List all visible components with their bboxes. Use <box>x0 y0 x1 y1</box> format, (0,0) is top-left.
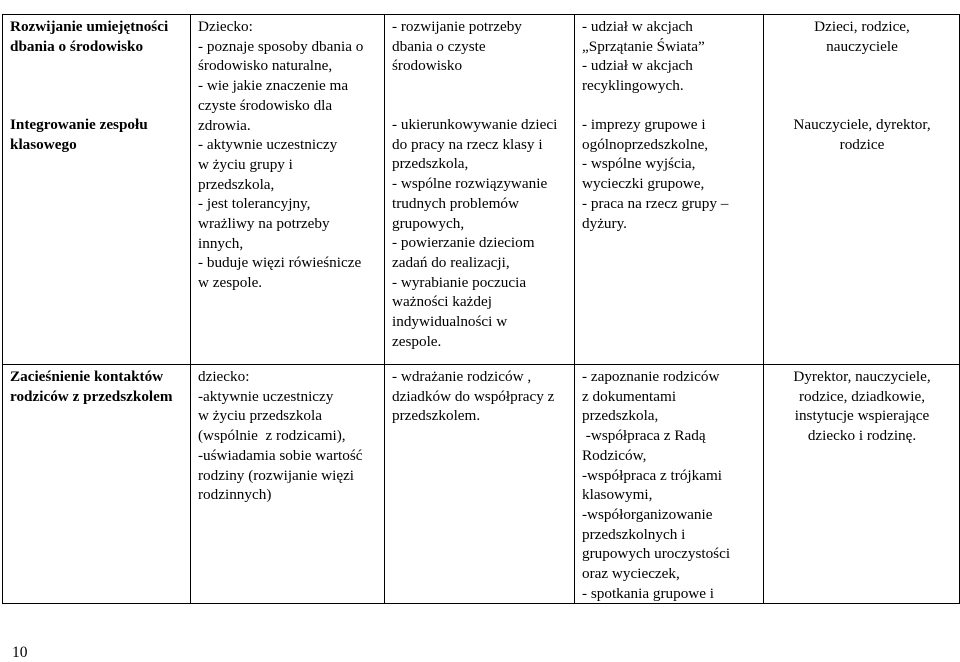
tasks-block: - rozwijanie potrzeby dbania o czyste środowisko <box>392 18 522 75</box>
table-row <box>3 15 960 365</box>
goal-block: Rozwijanie umiejętności dbania o środowisko <box>10 18 169 55</box>
tasks-cell <box>385 365 575 604</box>
goal-cell <box>3 15 191 365</box>
program-table <box>2 14 960 604</box>
responsible-cell <box>764 365 960 604</box>
forms-block: - zapoznanie rodziców z dokumentami przedszkola, -współpraca z Radą Rodziców, -współpraca z trójkami klasowymi, -współorganizowanie przedszkolnych i grupowych uroczystości oraz wycieczek, - spotkania grupowe i <box>582 368 731 602</box>
forms-block: - udział w akcjach „Sprzątanie Świata” - udział w akcjach recyklingowych. <box>582 18 705 95</box>
tasks-cell <box>385 15 575 365</box>
tasks-block: - wdrażanie rodziców , dziadków do współpracy z przedszkolem. <box>392 368 555 425</box>
responsible-block: Dzieci, rodzice, nauczyciele <box>814 18 910 55</box>
responsible-block: Dyrektor, nauczyciele, rodzice, dziadkowie, instytucje wspierające dziecko i rodzinę. <box>793 368 931 445</box>
effects-block: - aktywnie uczestniczy w życiu grupy i przedszkola, - jest tolerancyjny, wrażliwy na potrzeby innych, - buduje więzi rówieśnicze w zespole. <box>198 136 362 292</box>
effects-block: dziecko: -aktywnie uczestniczy w życiu przedszkola (wspólnie z rodzicami), -uświadamia sobie wartość rodziny (rozwijanie więzi rodzinnych) <box>198 368 363 504</box>
effects-cell <box>191 15 385 365</box>
page-number: 10 <box>12 644 28 661</box>
responsible-cell <box>764 15 960 365</box>
table-row <box>3 365 960 604</box>
effects-cell <box>191 365 385 604</box>
goal-block: Integrowanie zespołu klasowego <box>10 116 148 153</box>
forms-cell <box>575 15 764 365</box>
forms-cell <box>575 365 764 604</box>
goal-block: Zacieśnienie kontaktów rodziców z przedszkolem <box>10 368 173 405</box>
tasks-block: - ukierunkowywanie dzieci do pracy na rzecz klasy i przedszkola, - wspólne rozwiązywanie trudnych problemów grupowych, - powierzanie dzieciom zadań do realizacji, - wyrabianie poczucia ważności każdej indywidualności w zespole. <box>392 116 558 350</box>
forms-block: - imprezy grupowe i ogólnoprzedszkolne, - wspólne wyjścia, wycieczki grupowe, - praca na rzecz grupy – dyżury. <box>582 116 729 232</box>
effects-block: Dziecko: - poznaje sposoby dbania o środowisko naturalne, - wie jakie znaczenie ma czyste środowisko dla zdrowia. <box>198 18 364 134</box>
goal-cell <box>3 365 191 604</box>
responsible-block: Nauczyciele, dyrektor, rodzice <box>793 116 931 153</box>
